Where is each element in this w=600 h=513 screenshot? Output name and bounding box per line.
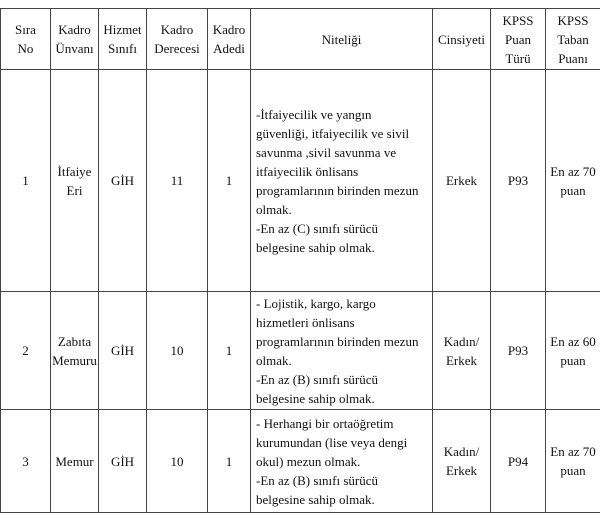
page-top-margin <box>0 0 600 8</box>
cell-niteligi: - Lojistik, kargo, kargo hizmetleri önlisans programlarının birinden mezun olmak. -En az (B) sınıfı sürücü belgesine sahip olmak. <box>251 292 433 410</box>
cell-cinsiyeti: Erkek <box>433 70 491 292</box>
header-hizmet-sinifi: Hizmet Sınıfı <box>99 9 147 70</box>
cell-kadro-adedi: 1 <box>208 70 251 292</box>
cell-sira-no: 3 <box>1 410 51 513</box>
header-kpss-taban-puani: KPSS Taban Puanı <box>546 9 600 70</box>
header-cinsiyeti: Cinsiyeti <box>433 9 491 70</box>
table-row <box>1 70 600 292</box>
cell-kadro-adedi: 1 <box>208 410 251 513</box>
header-kadro-adedi: Kadro Adedi <box>208 9 251 70</box>
cell-kadro-derecesi: 11 <box>147 70 208 292</box>
cell-hizmet-sinifi: GİH <box>99 410 147 513</box>
header-kadro-unvani: Kadro Ünvanı <box>51 9 99 70</box>
cell-niteligi: - Herhangi bir ortaöğretim kurumundan (lise veya dengi okul) mezun olmak. -En az (B) sınıfı sürücü belgesine sahip olmak. <box>251 410 433 513</box>
cell-cinsiyeti: Kadın/ Erkek <box>433 292 491 410</box>
cell-hizmet-sinifi: GİH <box>99 292 147 410</box>
cell-kpss-taban-puani: En az 70 puan <box>546 410 600 513</box>
cell-kadro-derecesi: 10 <box>147 292 208 410</box>
cell-kadro-unvani: Memur <box>51 410 99 513</box>
cell-sira-no: 2 <box>1 292 51 410</box>
cell-hizmet-sinifi: GİH <box>99 70 147 292</box>
header-kadro-derecesi: Kadro Derecesi <box>147 9 208 70</box>
cell-kpss-puan-turu: P94 <box>491 410 546 513</box>
header-niteligi: Niteliği <box>251 9 433 70</box>
cell-sira-no: 1 <box>1 70 51 292</box>
cell-kpss-taban-puani: En az 60 puan <box>546 292 600 410</box>
cell-kadro-adedi: 1 <box>208 292 251 410</box>
header-sira-no: Sıra No <box>1 9 51 70</box>
kadro-table <box>0 8 600 513</box>
table-row <box>1 292 600 410</box>
cell-kadro-unvani: İtfaiye Eri <box>51 70 99 292</box>
cell-cinsiyeti: Kadın/ Erkek <box>433 410 491 513</box>
cell-kpss-taban-puani: En az 70 puan <box>546 70 600 292</box>
cell-kpss-puan-turu: P93 <box>491 70 546 292</box>
cell-niteligi: -İtfaiyecilik ve yangın güvenliği, itfaiyecilik ve sivil savunma ,sivil savunma ve itfaiyecilik önlisans programlarının birinden mezun olmak. -En az (C) sınıfı sürücü belgesine sahip olmak. <box>251 70 433 292</box>
cell-kadro-derecesi: 10 <box>147 410 208 513</box>
cell-kpss-puan-turu: P93 <box>491 292 546 410</box>
table-row <box>1 410 600 513</box>
header-row <box>1 9 600 70</box>
header-kpss-puan-turu: KPSS Puan Türü <box>491 9 546 70</box>
cell-kadro-unvani: Zabıta Memuru <box>51 292 99 410</box>
